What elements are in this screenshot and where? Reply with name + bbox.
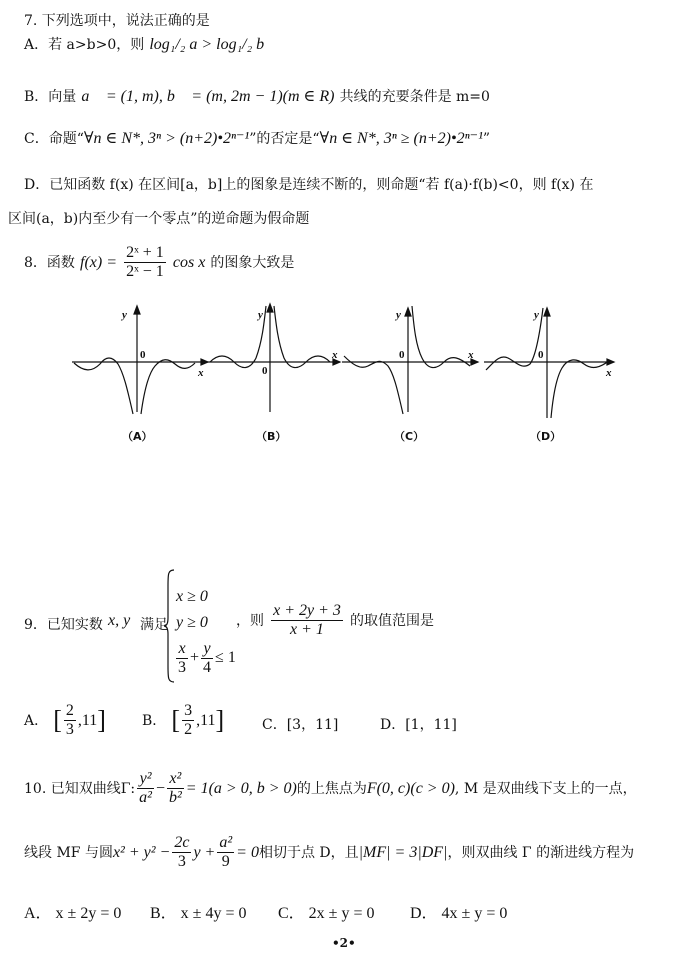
q9-then: ，则: [236, 613, 264, 629]
q7-c-end: ”: [482, 131, 491, 147]
graph-a-caption: （A）: [122, 430, 153, 443]
graph-b: [208, 304, 340, 412]
q10-focus: F(0, c)(c > 0): [366, 780, 455, 797]
q7-a-text: A．若 a>b>0，则: [24, 37, 145, 53]
q10-frac-a29: $\frac{\text{a²}}{9}$: [219, 834, 233, 870]
q9-stem-suffix: 的取值范围是: [349, 613, 434, 629]
q9-b-tail: ,11: [196, 712, 216, 729]
graph-c-y-label: y: [396, 309, 401, 321]
q10-option-d: D． 4x ± y = 0: [410, 905, 508, 922]
graph-d-x-label: x: [606, 367, 612, 379]
graph-a-y-label: y: [122, 309, 127, 321]
q7-option-a: [24, 34, 264, 54]
q9-b-frac: [182, 702, 194, 739]
q7-c-math2: ∀n ∈ N*, 3ⁿ ≥ (n+2)•2ⁿ⁻¹: [319, 130, 483, 147]
graph-d-y-arrow: [544, 308, 550, 316]
q8-stem-suffix: 的图象大致是: [210, 255, 295, 271]
q10-circle-b: y +: [193, 844, 216, 861]
q9-constraint-3: $\frac{x}{3}$ + $\frac{y}{4}$ ≤ 1: [178, 640, 236, 676]
q7-option-c: [24, 128, 490, 148]
graph-a-origin: 0: [140, 349, 146, 361]
q10-option-a: A． x ± 2y = 0: [24, 905, 122, 922]
graph-c-x-label: x: [468, 349, 474, 361]
q10-eq: = 1(a > 0, b > 0): [185, 780, 297, 797]
graph-c-origin: 0: [399, 349, 405, 361]
q7-stem: 7. 下列选项中，说法正确的是: [24, 13, 210, 29]
q10-frac-y2a2: $\frac{\text{y²}}{\text{a²}}$: [139, 770, 152, 806]
page-number: •2•: [332, 936, 356, 950]
q9-constraint-2: y ≥ 0: [176, 614, 208, 631]
q9-option-a: A． [ $\frac{2}{3}$ ,11]: [24, 702, 106, 738]
graph-d-origin: 0: [538, 349, 544, 361]
graph-a-x-arrow: [201, 359, 208, 365]
q9-option-c: C．[3，11]: [262, 717, 339, 733]
graph-b-origin: 0: [262, 365, 268, 377]
q10-line2-suffix: ，则双曲线 Γ 的渐进线方程为: [447, 845, 635, 861]
q9-b-num: 3: [184, 702, 193, 719]
q9-frac-x3: $\frac{x}{3}$: [178, 640, 186, 676]
q9-constraint-3-tail: ≤ 1: [215, 649, 236, 667]
q8-graphs: [0, 300, 690, 450]
q7-option-d-line1: D．已知函数 f(x) 在区间[a，b]上的图象是连续不断的，则命题“若 f(a)·f(b)<0，则 f(x) 在: [24, 177, 594, 193]
q10-circle-a: x² + y² −: [112, 844, 171, 861]
q7-option-d-line2: 区间(a，b)内至少有一个零点”的逆命题为假命题: [8, 211, 310, 227]
graph-b-caption: （B）: [256, 430, 287, 443]
q9-option-b: B． [ $\frac{3}{2}$ ,11]: [142, 702, 225, 738]
graph-b-x-label: x: [332, 349, 338, 361]
graph-a-left-branch: [74, 358, 133, 414]
graph-a-x-label: x: [198, 367, 204, 379]
q9-target-num: x + 2y + 3: [273, 602, 341, 619]
graph-a-right-branch: [141, 360, 195, 414]
q9-target-den: x + 1: [290, 621, 324, 638]
q9-a-frac: [64, 702, 76, 739]
q10-line1: 10. 已知双曲线Γ: $\frac{\text{y²}}{\text{a²}}$ − $\frac{\text{x²}}{\text{b²}}$ = 1(a > 0, b > 0)的上焦点为F(0, c)(c > 0), M 是双曲线下支上的一点，: [24, 770, 637, 806]
q9-b-den: 2: [184, 721, 193, 738]
q10-line2: [24, 834, 634, 871]
q10-circle-c: = 0: [236, 844, 259, 861]
q9-target-fraction: [271, 602, 343, 639]
q9-stem-prefix: 9．已知实数: [24, 617, 103, 633]
q9-stem-mid: 满足: [140, 617, 168, 633]
q7-a-math: log₁/₂ a > log₁/₂ b: [149, 36, 265, 53]
q9-constraint-1: x ≥ 0: [176, 588, 208, 605]
graph-b-right-branch: [274, 306, 330, 368]
graph-c-caption: （C）: [394, 430, 425, 443]
q10-line2-prefix: 线段 MF 与圆: [24, 845, 113, 861]
q10-suffix: 的上焦点为: [296, 781, 367, 797]
q9-option-d: D．[1，11]: [380, 717, 457, 733]
q10-option-c: C． 2x ± y = 0: [278, 905, 375, 922]
graph-c: [342, 306, 478, 414]
q10-cond: |MF| = 3|DF|: [358, 844, 448, 861]
graph-d: [484, 308, 614, 418]
q7-b-prefix: B．向量: [24, 89, 77, 105]
q10-line2-mid: 相切于点 D，且: [258, 845, 359, 861]
q10-frac-2c3: $\frac{2c}{3}$: [174, 834, 190, 870]
q7-b-suffix: 共线的充要条件是 m=0: [339, 89, 490, 105]
q9-target: [236, 602, 434, 639]
q8-fraction: [124, 244, 166, 281]
q8-stem-prefix: 8．函数: [24, 255, 75, 271]
q9-vars: x, y: [108, 612, 131, 629]
q7-option-b: [24, 86, 490, 106]
q10-frac-x2b2: $\frac{\text{x²}}{\text{b²}}$: [168, 770, 182, 806]
q7-c-math1: ∀n ∈ N*, 3ⁿ > (n+2)•2ⁿ⁻¹: [83, 130, 250, 147]
graph-d-caption: （D）: [530, 430, 562, 443]
q8-numerator: 2ˣ + 1: [126, 244, 164, 261]
q7-c-mid: ”的否定是“: [249, 131, 320, 147]
q10-option-b: B． x ± 4y = 0: [150, 905, 247, 922]
q8-stem: [24, 244, 294, 281]
q8-cos: cos x: [172, 254, 206, 271]
graph-b-y-label: y: [258, 309, 263, 321]
q9-a-label: A．: [24, 713, 49, 729]
q7-b-math: a⃗ = (1, m), b⃗ = (m, 2m − 1)(m ∈ R): [81, 88, 335, 105]
graph-a-y-arrow: [134, 306, 140, 314]
q8-fx: f(x) =: [80, 254, 118, 271]
graph-b-y-arrow: [267, 304, 273, 312]
q9-a-num: 2: [65, 702, 74, 719]
q7-c-prefix: C．命题“: [24, 131, 84, 147]
graph-c-right-branch: [412, 306, 470, 368]
graph-c-left-branch: [344, 356, 403, 414]
q10-prefix: 10. 已知双曲线Γ:: [24, 781, 136, 797]
q9-a-tail: ,11: [77, 712, 98, 729]
q10-end: , M 是双曲线下支上的一点，: [454, 781, 637, 797]
q9-frac-y4: $\frac{y}{4}$: [203, 640, 212, 676]
q9-a-den: 3: [65, 721, 74, 738]
graph-c-y-arrow: [405, 308, 411, 316]
graph-d-right-branch: [551, 360, 610, 418]
graph-d-y-label: y: [534, 309, 539, 321]
q9-b-label: B．: [142, 713, 167, 729]
q8-denominator: 2ˣ − 1: [126, 263, 164, 280]
